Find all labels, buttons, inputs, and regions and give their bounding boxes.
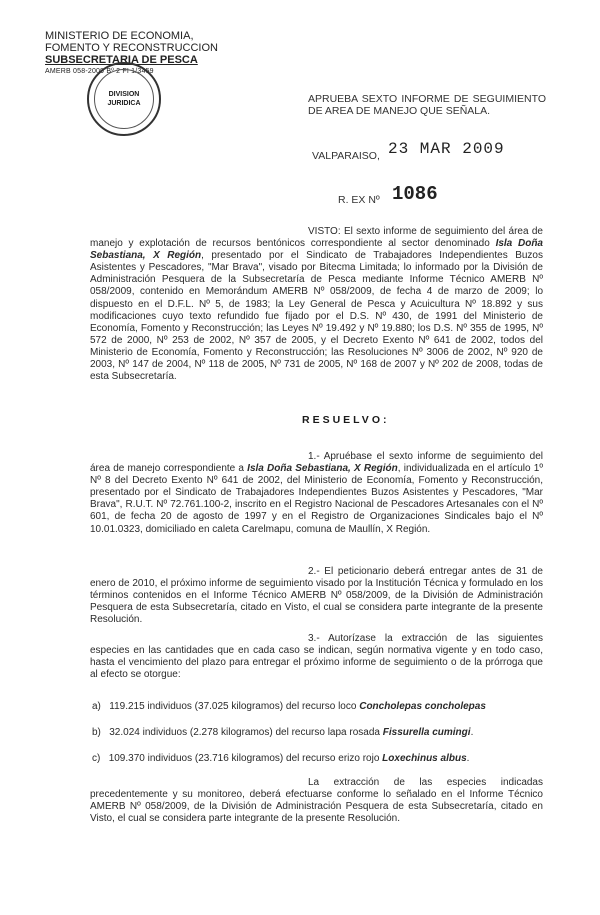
- resuelvo-heading: RESUELVO:: [302, 414, 390, 426]
- item-text: 32.024 individuos (2.278 kilogramos) del recurso lapa rosada: [109, 727, 383, 738]
- species-item-c: [92, 753, 542, 765]
- stamp-line-2: JURIDICA: [107, 100, 141, 107]
- item-prefix: a): [92, 701, 101, 712]
- resolution-number: 1086: [392, 183, 438, 205]
- division-juridica-stamp: [87, 62, 161, 136]
- subsecretaria-name: SUBSECRETARIA DE PESCA: [45, 54, 198, 66]
- place: VALPARAISO,: [312, 150, 380, 162]
- ministry-line-2: FOMENTO Y RECONSTRUCCION: [45, 42, 218, 54]
- stamp-text: [89, 90, 159, 108]
- article-1: [90, 451, 543, 536]
- item-text: 109.370 individuos (23.716 kilogramos) del recurso erizo rojo: [108, 753, 383, 764]
- item-species: Loxechinus albus: [382, 753, 467, 764]
- article-1-sector: Isla Doña Sebastiana, X Región: [247, 463, 398, 475]
- article-1-text-2: , individualizada en el artículo 1º Nº 8 del Decreto Exento Nº 641 de 2002, del Ministerio de Economía, Fomento y Reconstrucción, presentado por el Sindicato de Trabajadores Independientes Buzos Asistentes y Pescadores, "Mar Brava", R.U.T. Nº 72.761.100-2, inscrito en el Registro Nacional de Pescadores Artesanales con el Nº 601, de fecha 20 de agosto de 1997 y en el Registro de Organizaciones Sindicales bajo el Nº 10.01.0323, domiciliado en caleta Carelmapu, comuna de Maullín, X Región.: [90, 463, 543, 535]
- reference-code: AMERB 058-2009 Bº 2 FI 1/3459: [45, 68, 154, 75]
- article-3: 3.- Autorízase la extracción de las siguientes especies en las cantidades que en cada caso se indican, según normativa vigente y en todo caso, hasta el vencimiento del plazo para entregar el próximo informe de seguimiento o de la prórroga que al efecto se otorgue:: [90, 633, 543, 681]
- closing-paragraph: La extracción de las especies indicadas precedentemente y su monitoreo, deberá efectuarse conforme lo señalado en el Informe Técnico AMERB Nº 058/2009, de la División de Administración Pesquera de esta Subsecretaría, citado en Visto, el cual se considera parte integrante de la presente Resolución.: [90, 777, 543, 825]
- date-stamp: 23 MAR 2009: [388, 140, 505, 158]
- document-subject: APRUEBA SEXTO INFORME DE SEGUIMIENTO DE AREA DE MANEJO QUE SEÑALA.: [308, 93, 546, 117]
- item-species: Fissurella cumingi: [382, 727, 471, 738]
- visto-paragraph: [90, 226, 543, 383]
- item-prefix: b): [92, 727, 101, 738]
- item-text: 119.215 individuos (37.025 kilogramos) del recurso loco: [109, 701, 360, 712]
- visto-text-1: VISTO: El sexto informe de seguimiento del área de manejo y explotación de recursos bentónicos correspondiente al sector denominado: [90, 226, 543, 250]
- visto-text-2: , presentado por el Sindicato de Trabajadores Independientes Buzos Asistentes y Pescadores, "Mar Brava", visado por Bitecma Limitada; lo informado por la División de Administración Pesquera de la Subsecretaría de Pesca mediante Informe Técnico AMERB Nº 058/2009, contenido en Memorándum AMERB Nº 058/2009, de fecha 4 de marzo de 2009; lo dispuesto en el D.F.L. Nº 5, de 1983; la Ley General de Pesca y Acuicultura Nº 18.892 y sus modificaciones cuyo texto refundido fue fijado por el D.S. Nº 430, de 1991 del Ministerio de Economía, Fomento y Reconstrucción; las Leyes Nº 19.492 y Nº 19.880; los D.S. Nº 355 de 1995, Nº 572 de 2000, Nº 253 de 2002, Nº 357 de 2005, y el Decreto Exento Nº 641 de 2002, todos del Ministerio de Economía, Fomento y Reconstrucción; las Resoluciones Nº 3006 de 2002, Nº 920 de 2003, Nº 147 de 2004, Nº 118 de 2005, Nº 731 de 2005, Nº 168 de 2007 y Nº 202 de 2008, todas de esta Subsecretaría.: [90, 250, 543, 383]
- article-1-text-1: 1.- Apruébase el sexto informe de seguimiento del área de manejo correspondiente a: [90, 451, 543, 475]
- resolution-label: R. EX Nº: [338, 194, 380, 206]
- visto-sector: Isla Doña Sebastiana, X Región: [90, 238, 543, 262]
- item-suffix: .: [466, 753, 470, 764]
- item-suffix: .: [470, 727, 474, 738]
- article-2: 2.- El peticionario deberá entregar antes de 31 de enero de 2010, el próximo informe de seguimiento visado por la Institución Técnica y formulado en los términos contenidos en el Informe Técnico AMERB Nº 058/2009, de la División de Administración Pesquera de esta Subsecretaría, citado en Visto, el cual se considera parte integrante de la presente Resolución.: [90, 566, 543, 626]
- item-prefix: c): [92, 753, 101, 764]
- ministry-line-1: MINISTERIO DE ECONOMIA,: [45, 30, 194, 42]
- stamp-line-1: DIVISION: [108, 91, 140, 98]
- species-item-a: [92, 701, 542, 713]
- item-species: Concholepas concholepas: [359, 701, 486, 712]
- species-item-b: [92, 727, 542, 739]
